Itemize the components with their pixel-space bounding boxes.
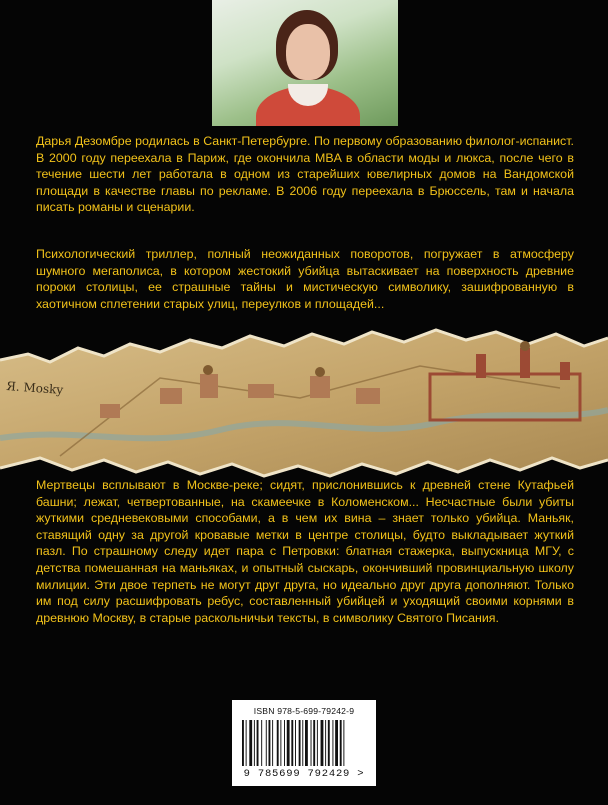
book-synopsis-text: Мертвецы всплывают в Москве-реке; сидят, прислонившись к древней стене Кутафьей башни; лежат, четвертованные, на скамеечке в Коломенском... Несчастные были убиты жуткими средневековыми способами, а в чем их вина – знает только убийца. Маньяк, ставящий одну за другой кровавые метки в центре столицы, будто выкладывает жуткий пазл. По страшному следу идет пара с Петровки: блатная стажерка, выпускница МГУ, с детства помешанная на маньяках, и опытный сыскарь, окончивший провинциальную школу милиции. Эти двое терпеть не могут друг друга, но идеально друг друга дополняют. Только им под силу расшифровать ребус, составленный убийцей и уходящий своими корнями в древнюю Москву, в старые раскольничьи тексты, в символику Святого Писания. bbox=[36, 478, 574, 625]
torn-map-strip bbox=[0, 318, 608, 478]
barcode-bar bbox=[266, 720, 267, 766]
barcode-bar bbox=[254, 720, 255, 766]
ean-digits: 9 785699 792429 > bbox=[243, 768, 365, 780]
barcode-bar bbox=[269, 720, 271, 766]
barcode-bar bbox=[291, 720, 293, 766]
author-bio bbox=[36, 133, 574, 216]
author-photo bbox=[212, 0, 398, 126]
barcode-bar bbox=[257, 720, 259, 766]
barcode-bar bbox=[311, 720, 312, 766]
isbn-barcode-box bbox=[232, 700, 376, 786]
barcode-bar bbox=[332, 720, 333, 766]
map-building-3 bbox=[248, 384, 274, 398]
map-building-2 bbox=[200, 374, 218, 398]
map-building-4 bbox=[310, 376, 330, 398]
barcode-bar bbox=[328, 720, 330, 766]
author-face bbox=[286, 24, 330, 80]
book-blurb bbox=[36, 246, 574, 312]
map-building-5 bbox=[356, 388, 380, 404]
map-caption: Я. Mosky bbox=[5, 379, 64, 397]
barcode-bar bbox=[317, 720, 318, 766]
book-synopsis bbox=[36, 477, 574, 626]
map-building-6 bbox=[100, 404, 120, 418]
barcode-bar bbox=[335, 720, 338, 766]
barcode-bar bbox=[284, 720, 285, 766]
barcode-bar bbox=[305, 720, 308, 766]
author-bio-text: Дарья Дезомбре родилась в Санкт-Петербурге. По первому образованию филолог-испанист. В 2000 году переехала в Париж, где окончила MBA в области моды и люкса, после чего в течение шести лет работала в одном из старейших ювелирных домов на Вандомской площади в качестве главы по рекламе. В 2006 году переехала в Брюссель, там и начала писать романы и сценарии. bbox=[36, 134, 574, 215]
isbn-label: ISBN 978-5-699-79242-9 bbox=[253, 706, 355, 716]
barcode-bar bbox=[302, 720, 303, 766]
barcode-bar bbox=[249, 720, 252, 766]
book-blurb-text: Психологический триллер, полный неожиданных поворотов, погружает в атмосферу шумного мегаполиса, в котором жестокий убийца вытаскивает на поверхность древние пороки столицы, ее страшные тайны и мистическую символику, зашифрованную в хаотичном сплетении старых улиц, переулков и площадей... bbox=[36, 247, 574, 311]
map-tower-2 bbox=[520, 348, 530, 378]
barcode-bar bbox=[246, 720, 247, 766]
map-tower-3 bbox=[560, 362, 570, 380]
barcode-bar bbox=[280, 720, 281, 766]
barcode-bar bbox=[261, 720, 262, 766]
barcode-bar bbox=[325, 720, 326, 766]
barcode-bar bbox=[287, 720, 290, 766]
map-dome-3 bbox=[520, 341, 530, 351]
barcode-bar bbox=[295, 720, 296, 766]
map-building-1 bbox=[160, 388, 182, 404]
map-dome-1 bbox=[203, 365, 213, 375]
barcode-bar bbox=[340, 720, 342, 766]
map-tower-1 bbox=[476, 354, 486, 378]
barcode-bar bbox=[242, 720, 244, 766]
barcode-bar bbox=[313, 720, 315, 766]
barcode-bar bbox=[299, 720, 301, 766]
barcode-bar bbox=[272, 720, 273, 766]
barcode-bar bbox=[277, 720, 279, 766]
map-dome-2 bbox=[315, 367, 325, 377]
barcode-bar bbox=[343, 720, 344, 766]
barcode bbox=[242, 720, 366, 766]
barcode-bar bbox=[321, 720, 324, 766]
